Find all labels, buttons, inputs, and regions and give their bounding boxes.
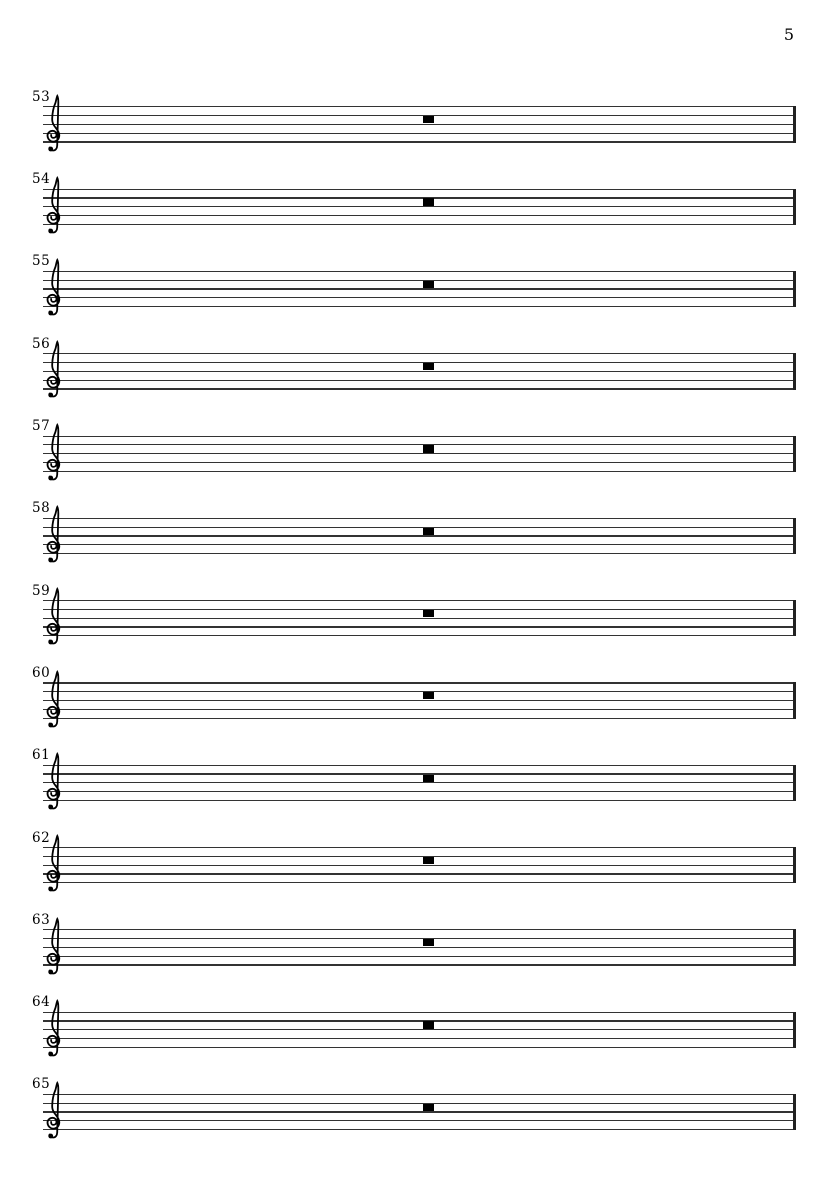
staff-line [43,1120,796,1121]
treble-clef-icon [44,999,62,1059]
measure-number: 58 [32,500,51,517]
barline [793,929,796,965]
whole-rest-icon [423,610,435,617]
staff-line [43,873,796,874]
staff-line [43,1012,796,1013]
staff-line [43,618,796,619]
treble-clef-icon [44,258,62,318]
barline [793,271,796,307]
measure-number: 54 [32,171,51,188]
barline [793,600,796,636]
staff-line [43,1103,796,1104]
staff-line [43,865,796,866]
measure-number: 64 [32,994,51,1011]
staff-line [43,1038,796,1039]
staff-line [43,1029,796,1030]
whole-rest-icon [423,528,435,535]
measure-number: 63 [32,911,51,928]
treble-clef-icon [44,917,62,977]
staff-line [43,609,796,610]
barline [793,682,796,718]
staff-line [43,1094,796,1095]
staff-line [43,436,796,437]
measure-number: 56 [32,335,51,352]
staff-line [43,527,796,528]
staff-line [43,947,796,948]
staff-line [43,371,796,372]
staff-line [43,288,796,289]
staff-line [43,271,796,272]
whole-rest-icon [423,198,435,205]
staff-line [43,553,796,554]
staff-line [43,133,796,134]
staff-line [43,847,796,848]
staff-line [43,1129,796,1130]
measure-number: 57 [32,418,51,434]
whole-rest-icon [423,1104,435,1111]
staff-line [43,189,796,190]
staff-line [43,929,796,930]
staff-line [43,306,796,307]
staff-line [43,388,796,389]
whole-rest-icon [423,775,435,782]
treble-clef-icon [44,176,62,236]
staff-line [43,115,796,116]
barline [793,189,796,225]
staff-line [43,1047,796,1048]
whole-rest-icon [423,692,435,699]
staff-line [43,791,796,792]
staff-line [43,280,796,281]
barline [793,1094,796,1130]
barline [793,106,796,142]
barline [793,765,796,801]
staff-line [43,765,796,766]
treble-clef-icon [44,423,62,483]
staff-line [43,197,796,198]
staff-line [43,124,796,125]
staff-line [43,773,796,774]
whole-rest-icon [423,1021,435,1028]
measure-number: 55 [32,253,51,270]
staff-line [43,453,796,454]
treble-clef-icon [44,340,62,400]
treble-clef-icon [44,834,62,894]
page-number: 5 [783,25,795,44]
barline [793,847,796,883]
staff-line [43,964,796,965]
staff-line [43,709,796,710]
measure-number: 53 [32,88,51,105]
staff-line [43,1111,796,1112]
treble-clef-icon [44,505,62,565]
staff-line [43,297,796,298]
measure-number: 60 [32,664,51,681]
barline [793,518,796,554]
staff-line [43,106,796,107]
staff-line [43,544,796,545]
staff-line [43,938,796,939]
whole-rest-icon [423,857,435,864]
treble-clef-icon [44,670,62,730]
staff-line [43,206,796,207]
whole-rest-icon [423,445,435,452]
whole-rest-icon [423,939,435,946]
measure-number: 62 [32,829,51,846]
treble-clef-icon [44,1081,62,1141]
barline [793,436,796,472]
barline [793,1012,796,1048]
measure-number: 59 [32,582,51,599]
staff-line [43,600,796,601]
treble-clef-icon [44,587,62,647]
staff-line [43,444,796,445]
staff-line [43,682,796,683]
staff-line [43,856,796,857]
whole-rest-icon [423,363,435,370]
staff-line [43,353,796,354]
staff-line [43,141,796,142]
staff-line [43,635,796,636]
staff-line [43,518,796,519]
staff-line [43,800,796,801]
staff-line [43,700,796,701]
staff-line [43,1020,796,1021]
staff-line [43,882,796,883]
staff-line [43,362,796,363]
treble-clef-icon [44,94,62,154]
staff-line [43,956,796,957]
measure-number: 65 [32,1076,51,1093]
staff-line [43,215,796,216]
whole-rest-icon [423,116,435,123]
measure-number: 61 [32,747,51,764]
staff-line [43,718,796,719]
staff-line [43,626,796,627]
barline [793,353,796,389]
whole-rest-icon [423,281,435,288]
staff-line [43,471,796,472]
treble-clef-icon [44,752,62,812]
staff-line [43,462,796,463]
staff-line [43,224,796,225]
staff-line [43,380,796,381]
staff-line [43,782,796,783]
staff-line [43,535,796,536]
staff-line [43,691,796,692]
